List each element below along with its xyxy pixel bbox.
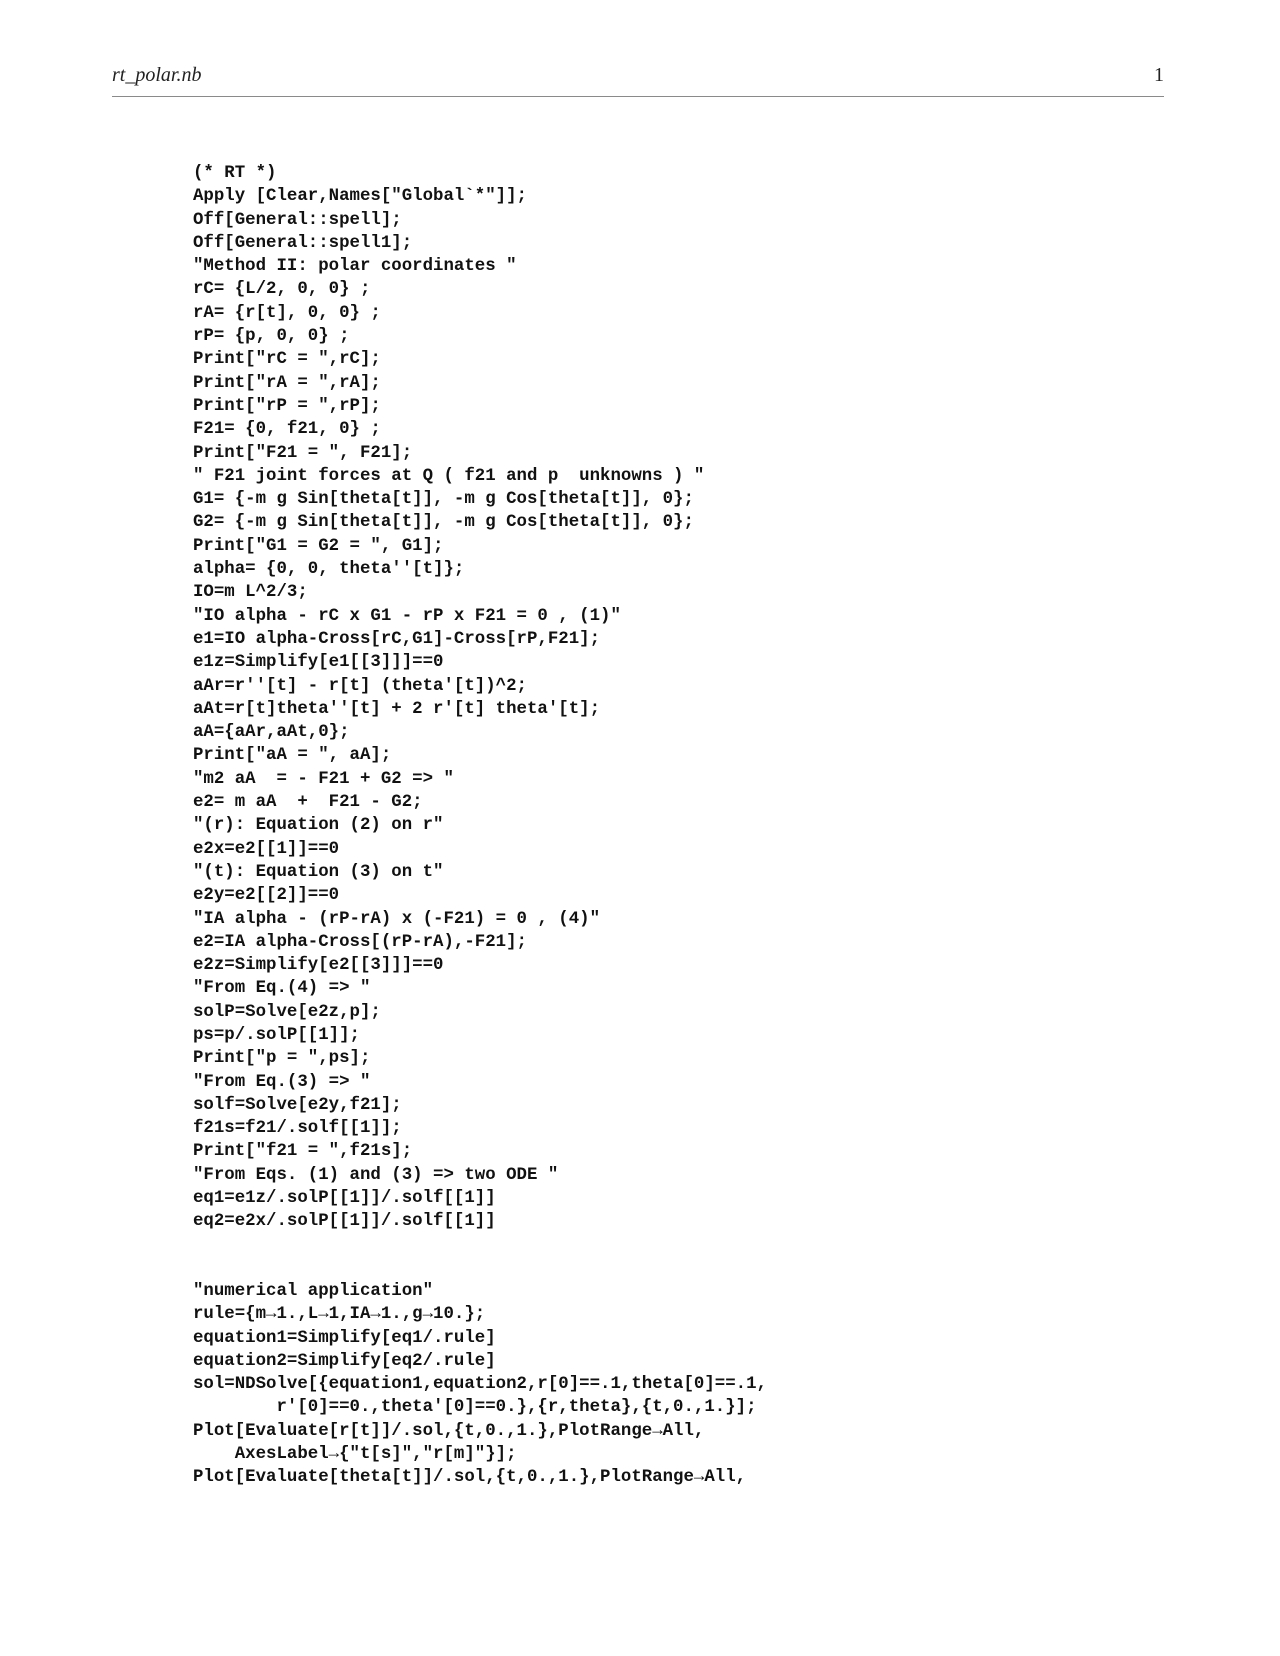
notebook-filename: rt_polar.nb bbox=[112, 64, 202, 86]
code-line: equation2=Simplify[eq2/.rule] bbox=[193, 1351, 496, 1371]
code-line: "From Eq.(4) => " bbox=[193, 979, 371, 999]
code-line: sol=NDSolve[{equation1,equation2,r[0]==.1,theta[0]==.1, bbox=[193, 1375, 767, 1395]
page-number: 1 bbox=[1154, 64, 1164, 86]
code-line: e1=IO alpha-Cross[rC,G1]-Cross[rP,F21]; bbox=[193, 629, 601, 649]
code-line: r'[0]==0.,theta'[0]==0.},{r,theta},{t,0.,1.}]; bbox=[193, 1398, 757, 1418]
code-line: e2z=Simplify[e2[[3]]]==0 bbox=[193, 956, 444, 976]
code-line: "(r): Equation (2) on r" bbox=[193, 816, 444, 836]
code-line: ps=p/.solP[[1]]; bbox=[193, 1025, 360, 1045]
code-line: Plot[Evaluate[r[t]]/.sol,{t,0.,1.},PlotRange→All, bbox=[193, 1421, 705, 1441]
code-line: rC= {L/2, 0, 0} ; bbox=[193, 280, 371, 300]
code-line: Off[General::spell1]; bbox=[193, 233, 413, 253]
code-line: "m2 aA = - F21 + G2 => " bbox=[193, 769, 454, 789]
code-line: Print["rC = ",rC]; bbox=[193, 350, 381, 370]
code-line: Off[General::spell]; bbox=[193, 210, 402, 230]
code-line: e2x=e2[[1]]==0 bbox=[193, 839, 340, 859]
code-line: Print["p = ",ps]; bbox=[193, 1049, 371, 1069]
code-line: Print["rA = ",rA]; bbox=[193, 373, 381, 393]
code-line: alpha= {0, 0, theta''[t]}; bbox=[193, 560, 465, 580]
code-line: Print["F21 = ", F21]; bbox=[193, 443, 413, 463]
code-line: Apply [Clear,Names["Global`*"]]; bbox=[193, 187, 527, 207]
code-line: Print["G1 = G2 = ", G1]; bbox=[193, 536, 444, 556]
code-line: eq1=e1z/.solP[[1]]/.solf[[1]] bbox=[193, 1189, 496, 1209]
code-line: f21s=f21/.solf[[1]]; bbox=[193, 1119, 402, 1139]
code-line: solP=Solve[e2z,p]; bbox=[193, 1002, 381, 1022]
code-line: e2y=e2[[2]]==0 bbox=[193, 886, 340, 906]
code-line: Plot[Evaluate[theta[t]]/.sol,{t,0.,1.},PlotRange→All, bbox=[193, 1468, 747, 1488]
code-line: "IO alpha - rC x G1 - rP x F21 = 0 , (1)" bbox=[193, 606, 621, 626]
code-line: AxesLabel→{"t[s]","r[m]"}]; bbox=[193, 1445, 517, 1465]
code-line: "numerical application" bbox=[193, 1282, 434, 1301]
code-line: "IA alpha - (rP-rA) x (-F21) = 0 , (4)" bbox=[193, 909, 601, 929]
code-cell-numerical-application[interactable] bbox=[193, 1280, 767, 1490]
code-line: rA= {r[t], 0, 0} ; bbox=[193, 303, 381, 323]
code-line: G1= {-m g Sin[theta[t]], -m g Cos[theta[t]], 0}; bbox=[193, 490, 694, 510]
code-line: "From Eqs. (1) and (3) => two ODE " bbox=[193, 1165, 559, 1185]
code-line: Print["f21 = ",f21s]; bbox=[193, 1142, 413, 1162]
code-line: F21= {0, f21, 0} ; bbox=[193, 420, 381, 440]
code-line: rule={m→1.,L→1,IA→1.,g→10.}; bbox=[193, 1305, 486, 1325]
code-line: eq2=e2x/.solP[[1]]/.solf[[1]] bbox=[193, 1212, 496, 1232]
code-line: solf=Solve[e2y,f21]; bbox=[193, 1095, 402, 1115]
code-line: G2= {-m g Sin[theta[t]], -m g Cos[theta[t]], 0}; bbox=[193, 513, 694, 533]
code-line: aAt=r[t]theta''[t] + 2 r'[t] theta'[t]; bbox=[193, 699, 601, 719]
code-line: " F21 joint forces at Q ( f21 and p unknowns ) " bbox=[193, 466, 705, 486]
code-line: Print["rP = ",rP]; bbox=[193, 396, 381, 416]
code-line: Print["aA = ", aA]; bbox=[193, 746, 392, 766]
code-line: (* RT *) bbox=[193, 164, 277, 183]
code-line: IO=m L^2/3; bbox=[193, 583, 308, 603]
code-cell-derivation[interactable] bbox=[193, 162, 704, 1234]
code-line: "(t): Equation (3) on t" bbox=[193, 862, 444, 882]
code-line: aA={aAr,aAt,0}; bbox=[193, 723, 350, 743]
code-line: e2=IA alpha-Cross[(rP-rA),-F21]; bbox=[193, 932, 527, 952]
code-line: "Method II: polar coordinates " bbox=[193, 257, 517, 277]
code-line: aAr=r''[t] - r[t] (theta'[t])^2; bbox=[193, 676, 527, 696]
code-line: "From Eq.(3) => " bbox=[193, 1072, 371, 1092]
code-line: e2= m aA + F21 - G2; bbox=[193, 793, 423, 813]
code-line: rP= {p, 0, 0} ; bbox=[193, 327, 350, 347]
code-line: equation1=Simplify[eq1/.rule] bbox=[193, 1328, 496, 1348]
page-header bbox=[112, 60, 1164, 97]
code-line: e1z=Simplify[e1[[3]]]==0 bbox=[193, 653, 444, 673]
